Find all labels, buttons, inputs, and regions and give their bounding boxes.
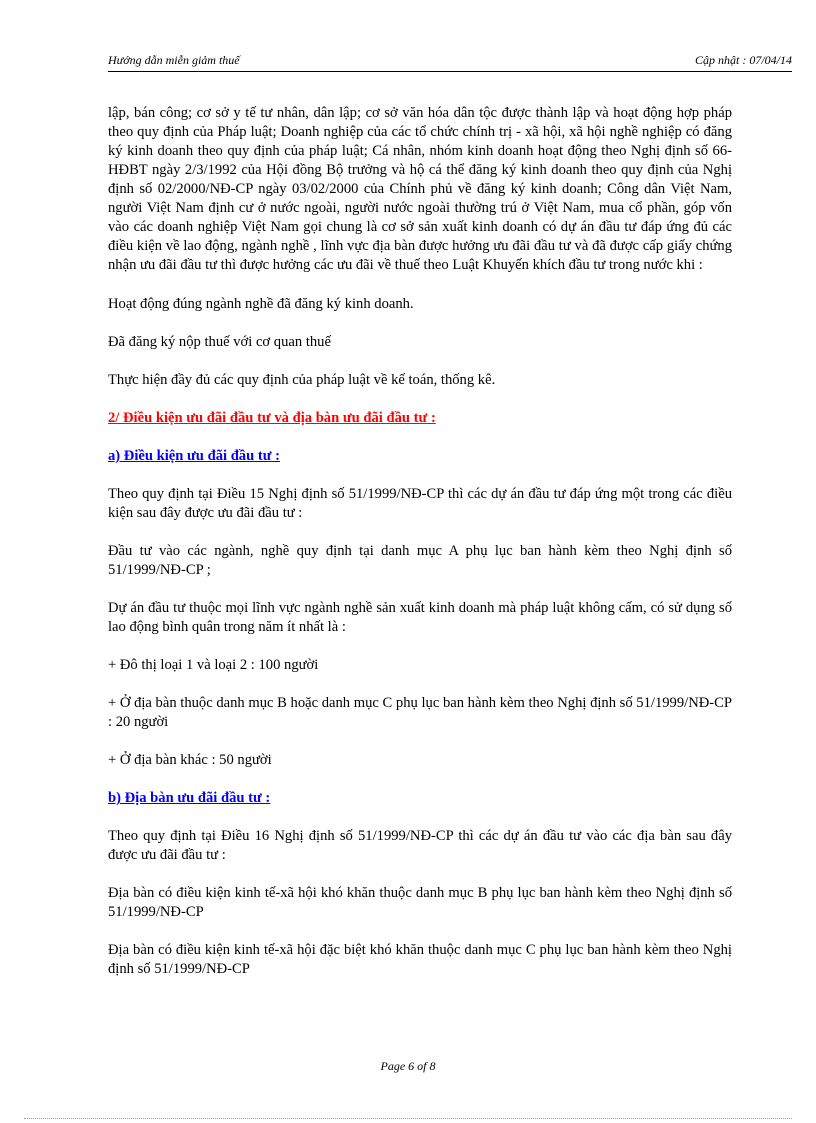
subsection-heading-b-text: b) Địa bàn ưu đãi đầu tư : — [108, 790, 271, 806]
paragraph-continued: lập, bán công; cơ sở y tế tư nhân, dân lập; cơ sở văn hóa dân tộc được thành lập và hoạt động hợp pháp theo quy định của Pháp luật; Doanh nghiệp của các tổ chức chính trị - xã hội, xã hội nghề nghiệp có đăng ký kinh doanh theo quy định của pháp luật; Cá nhân, nhóm kinh doanh hoạt động theo Nghị định số 66-HĐBT ngày 2/3/1992 của Hội đồng Bộ trưởng và hộ cá thể đăng ký kinh doanh theo quy định của Nghị định số 02/2000/NĐ-CP ngày 03/02/2000 của Chính phủ về đăng ký kinh doanh; Công dân Việt Nam, người Việt Nam định cư ở nước ngoài, người nước ngoài thường trú ở Việt Nam, mua cổ phần, góp vốn vào các doanh nghiệp Việt Nam gọi chung là cơ sở sản xuất kinh doanh có dự án đầu tư đáp ứng đủ các điều kiện về lao động, ngành nghề , lĩnh vực địa bàn được hưởng ưu đãi đầu tư và đã được cấp giấy chứng nhận ưu đãi đầu tư thì được hưởng các ưu đãi về thuế theo Luật Khuyến khích đầu tư trong nước khi : — [108, 105, 732, 273]
list-item-area-bc: + Ở địa bàn thuộc danh mục B hoặc danh mục C phụ lục ban hành kèm theo Nghị định số 51/1999/NĐ-CP : 20 người — [108, 695, 732, 730]
list-item-other-area: + Ở địa bàn khác : 50 người — [108, 752, 272, 768]
paragraph-condition-1: Hoạt động đúng ngành nghề đã đăng ký kinh doanh. — [108, 296, 414, 312]
paragraph-list-a: Đầu tư vào các ngành, nghề quy định tại danh mục A phụ lục ban hành kèm theo Nghị định số 51/1999/NĐ-CP ; — [108, 543, 732, 578]
subsection-heading-a-text: a) Điều kiện ưu đãi đầu tư : — [108, 448, 280, 464]
header-divider — [108, 71, 792, 72]
document-body — [108, 104, 732, 998]
paragraph-area-b: Địa bàn có điều kiện kinh tế-xã hội khó khăn thuộc danh mục B phụ lục ban hành kèm theo Nghị định số 51/1999/NĐ-CP — [108, 885, 732, 920]
page-header — [108, 52, 792, 70]
paragraph-condition-2: Đã đăng ký nộp thuế với cơ quan thuế — [108, 334, 331, 350]
section-heading-text: 2/ Điều kiện ưu đãi đầu tư và địa bàn ưu đãi đầu tư : — [108, 410, 436, 426]
page-break-line — [24, 1118, 792, 1119]
page-number: Page 6 of 8 — [380, 1059, 436, 1073]
subsection-heading-a — [108, 447, 732, 466]
list-item-urban: + Đô thị loại 1 và loại 2 : 100 người — [108, 657, 319, 673]
subsection-heading-b — [108, 789, 732, 808]
paragraph-condition-3: Thực hiện đầy đủ các quy định của pháp luật về kế toán, thống kê. — [108, 372, 496, 388]
header-update-date: Cập nhật : 07/04/14 — [694, 53, 792, 67]
paragraph-article-16: Theo quy định tại Điều 16 Nghị định số 51/1999/NĐ-CP thì các dự án đầu tư vào các địa bàn sau đây được ưu đãi đầu tư : — [108, 828, 732, 863]
paragraph-article-15: Theo quy định tại Điều 15 Nghị định số 51/1999/NĐ-CP thì các dự án đầu tư đáp ứng một trong các điều kiện sau đây được ưu đãi đầu tư : — [108, 486, 732, 521]
header-title: Hướng dẫn miễn giảm thuế — [108, 53, 240, 67]
section-heading — [108, 409, 732, 428]
paragraph-labor: Dự án đầu tư thuộc mọi lĩnh vực ngành nghề sản xuất kinh doanh mà pháp luật không cấm, có sử dụng số lao động bình quân trong năm ít nhất là : — [108, 600, 732, 635]
paragraph-area-c: Địa bàn có điều kiện kinh tế-xã hội đặc biệt khó khăn thuộc danh mục C phụ lục ban hành kèm theo Nghị định số 51/1999/NĐ-CP — [108, 942, 732, 977]
